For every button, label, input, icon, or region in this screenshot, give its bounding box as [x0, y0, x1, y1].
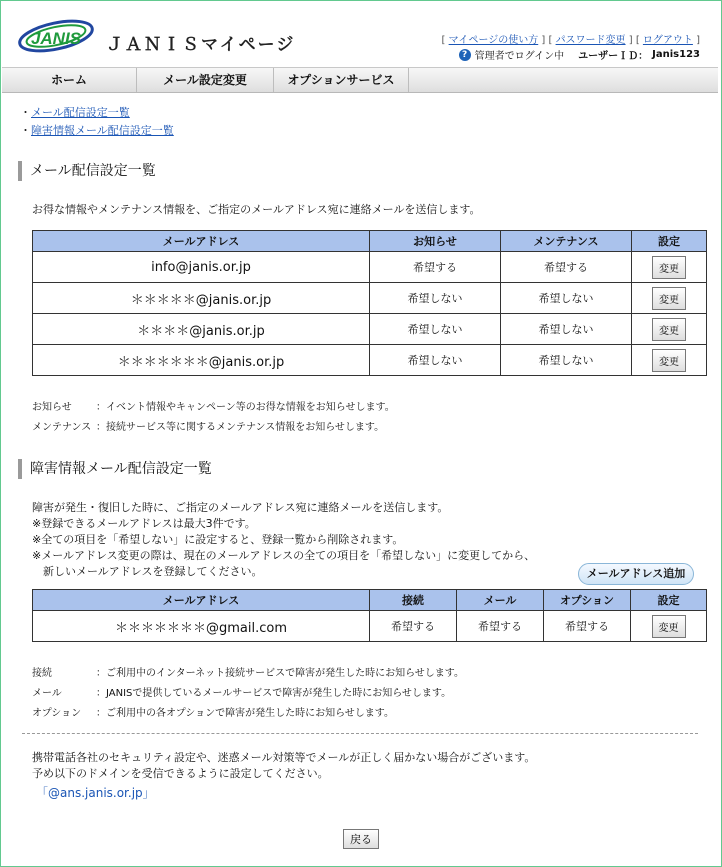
maintenance-cell: 希望する: [501, 252, 632, 283]
setting-cell: [632, 314, 707, 345]
description-line: 新しいメールアドレスを登録してください。: [32, 565, 263, 578]
change-button[interactable]: 変更: [652, 349, 686, 372]
setting-cell: [631, 611, 707, 642]
definition-sep: ：: [96, 668, 106, 679]
col-maintenance: メンテナンス: [501, 231, 632, 252]
definition-item: [32, 704, 464, 724]
login-status: 管理者でログイン中: [474, 51, 565, 62]
option-cell: 希望する: [544, 611, 631, 642]
definition-desc: ご利用中の各オプションで障害が発生した時にお知らせします。: [106, 708, 394, 719]
col-option: オプション: [544, 590, 631, 611]
back-button[interactable]: 戻る: [343, 829, 379, 849]
setting-cell: [632, 283, 707, 314]
notice-cell: 希望しない: [370, 283, 501, 314]
notice-cell: 希望しない: [370, 345, 501, 376]
description-line: ※全ての項目を「希望しない」に設定すると、登録一覧から削除されます。: [32, 533, 404, 546]
fault-definitions: [32, 664, 464, 724]
main-nav: [2, 67, 718, 93]
userid-value: Janis123: [652, 49, 700, 60]
definition-item: [32, 418, 395, 438]
section-links: [20, 104, 174, 140]
maintenance-cell: 希望しない: [501, 314, 632, 345]
mail-cell: 希望する: [457, 611, 544, 642]
definition-sep: ：: [96, 708, 106, 719]
notice-line: 携帯電話各社のセキュリティ設定や、迷惑メール対策等でメールが正しく届かない場合がございます。: [32, 751, 536, 764]
definition-item: [32, 398, 395, 418]
definition-sep: ：: [96, 402, 106, 413]
userid-label: ユーザーＩＤ：: [578, 51, 649, 62]
help-icon[interactable]: ?: [459, 49, 471, 61]
col-email: メールアドレス: [33, 231, 370, 252]
change-button[interactable]: 変更: [652, 318, 686, 341]
col-mail: メール: [457, 590, 544, 611]
header-links: [ マイページの使い方 ] [ パスワード変更 ] [ ログアウト ]: [441, 35, 700, 46]
col-notice: お知らせ: [370, 231, 501, 252]
tab-option-services[interactable]: オプションサービス: [274, 68, 409, 92]
col-setting: 設定: [632, 231, 707, 252]
definition-item: [32, 684, 464, 704]
definition-item: [32, 664, 464, 684]
definition-term: メンテナンス: [32, 422, 92, 433]
connection-cell: 希望する: [370, 611, 457, 642]
definition-term: オプション: [32, 708, 82, 719]
allowed-domain: 「@ans.janis.or.jp」: [36, 786, 155, 800]
table-row: [33, 611, 707, 642]
table-header-row: [33, 231, 707, 252]
definition-term: 接続: [32, 668, 52, 679]
logo-text: JANIS: [30, 29, 82, 48]
fault-settings-table: [32, 589, 707, 642]
maintenance-cell: 希望しない: [501, 345, 632, 376]
password-change-link[interactable]: パスワード変更: [555, 35, 626, 46]
table-row: [33, 283, 707, 314]
table-header-row: [33, 590, 707, 611]
mail-settings-table: [32, 230, 707, 376]
divider: [22, 733, 698, 734]
janis-logo[interactable]: [16, 14, 96, 58]
notice-cell: 希望する: [370, 252, 501, 283]
description-line: ※メールアドレス変更の際は、現在のメールアドレスの全ての項目を「希望しない」に変更してから、: [32, 549, 536, 562]
definition-desc: JANISで提供しているメールサービスで障害が発生した時にお知らせします。: [106, 688, 452, 699]
change-button[interactable]: 変更: [652, 615, 686, 638]
description-line: ※登録できるメールアドレスは最大3件です。: [32, 517, 256, 530]
col-email: メールアドレス: [33, 590, 370, 611]
col-setting: 設定: [631, 590, 707, 611]
maintenance-cell: 希望しない: [501, 283, 632, 314]
description-line: 障害が発生・復旧した時に、ご指定のメールアドレス宛に連絡メールを送信します。: [32, 501, 449, 514]
email-cell: ＊＊＊＊＊＊＊@gmail.com: [33, 611, 370, 642]
definition-term: メール: [32, 688, 62, 699]
notice-line: 予め以下のドメインを受信できるように設定してください。: [32, 767, 329, 780]
definition-term: お知らせ: [32, 402, 72, 413]
definition-sep: ：: [96, 422, 106, 433]
table-row: [33, 252, 707, 283]
email-cell: ＊＊＊＊＊@janis.or.jp: [33, 283, 370, 314]
change-button[interactable]: 変更: [652, 256, 686, 279]
definition-desc: イベント情報やキャンペーン等のお得な情報をお知らせします。: [106, 402, 395, 413]
fault-section-title: 障害情報メール配信設定一覧: [18, 459, 212, 479]
notice-cell: 希望しない: [370, 314, 501, 345]
email-cell: ＊＊＊＊＊＊＊@janis.or.jp: [33, 345, 370, 376]
change-button[interactable]: 変更: [652, 287, 686, 310]
fault-mail-settings-list-link[interactable]: 障害情報メール配信設定一覧: [31, 124, 174, 137]
setting-cell: [632, 252, 707, 283]
definition-desc: ご利用中のインターネット接続サービスで障害が発生した時にお知らせします。: [106, 668, 464, 679]
table-row: [33, 314, 707, 345]
user-status: [459, 47, 700, 62]
add-email-button[interactable]: メールアドレス追加: [578, 563, 694, 585]
tab-mail-settings[interactable]: メール設定変更: [137, 68, 274, 92]
mail-definitions: [32, 398, 395, 438]
email-cell: info@janis.or.jp: [33, 252, 370, 283]
mail-section-description: お得な情報やメンテナンス情報を、ご指定のメールアドレス宛に連絡メールを送信します。: [32, 203, 481, 216]
fault-section-description: [32, 500, 535, 580]
site-title: ＪＡＮＩＳマイページ: [106, 35, 296, 55]
tab-home[interactable]: ホーム: [2, 68, 137, 92]
email-cell: ＊＊＊＊@janis.or.jp: [33, 314, 370, 345]
domain-notice: [32, 750, 535, 782]
definition-desc: 接続サービス等に関するメンテナンス情報をお知らせします。: [106, 422, 385, 433]
howto-link[interactable]: マイページの使い方: [448, 35, 539, 46]
logout-link[interactable]: ログアウト: [642, 35, 693, 46]
section-link-item: ・障害情報メール配信設定一覧: [20, 124, 174, 137]
setting-cell: [632, 345, 707, 376]
col-connection: 接続: [370, 590, 457, 611]
mail-settings-list-link[interactable]: メール配信設定一覧: [31, 106, 130, 119]
table-row: [33, 345, 707, 376]
mail-section-title: メール配信設定一覧: [18, 161, 156, 181]
section-link-item: ・メール配信設定一覧: [20, 106, 130, 119]
definition-sep: ：: [96, 688, 106, 699]
